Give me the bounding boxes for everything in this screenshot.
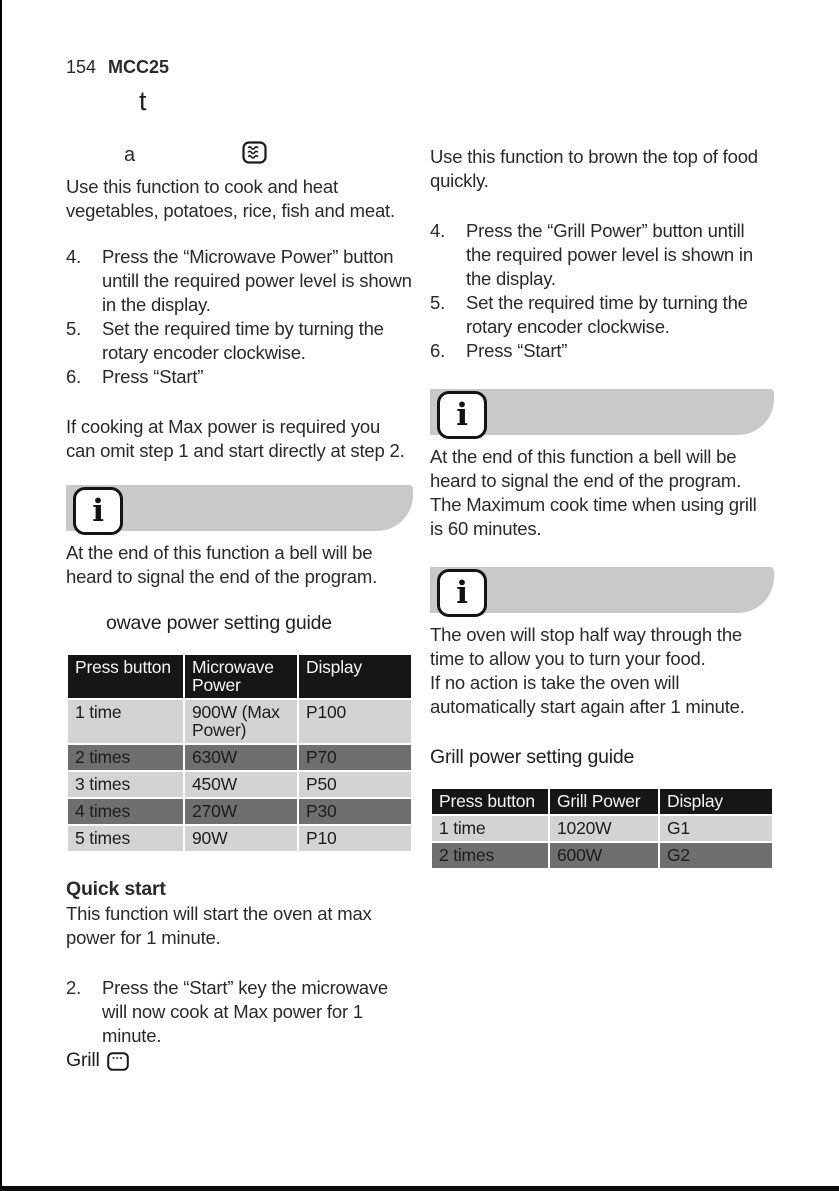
- right-column: [430, 145, 774, 870]
- table-cell: 1020W: [550, 816, 658, 841]
- table-cell: 900W (Max Power): [185, 700, 297, 743]
- table-cell: 1 time: [432, 816, 548, 841]
- table-cell: G1: [660, 816, 772, 841]
- step-text: Press the “Start” key the microwave will now cook at Max power for 1 minute.: [102, 977, 389, 1046]
- list-item: [430, 339, 774, 363]
- table-cell: 4 times: [68, 799, 183, 824]
- info-note-text: [430, 623, 774, 719]
- quick-start-steps: [66, 976, 413, 1048]
- table-cell: 2 times: [68, 745, 183, 770]
- step-number: 4.: [430, 220, 446, 241]
- table-header-cell: Microwave Power: [185, 655, 297, 698]
- model-number: MCC25: [108, 57, 170, 77]
- info-icon-glyph: i: [456, 396, 468, 433]
- table-cell: P30: [299, 799, 411, 824]
- page-number: 154: [66, 57, 97, 77]
- step-text: Press the “Grill Power” button untill the required power level is shown in the display.: [466, 220, 753, 289]
- grill-section-heading: [66, 1048, 413, 1072]
- info-note-bar: [430, 567, 774, 613]
- table-row: [432, 816, 772, 841]
- microwave-section-heading: [66, 143, 413, 167]
- info-icon: [437, 391, 487, 439]
- step-number: 5.: [430, 292, 446, 313]
- table-cell: P100: [299, 700, 411, 743]
- step-text: Press “Start”: [466, 340, 568, 361]
- scan-edge-bottom: [0, 1186, 839, 1191]
- table-cell: 600W: [550, 843, 658, 868]
- info-note-line: The oven will stop half way through the time to allow you to turn your food.: [430, 624, 743, 669]
- step-text: Set the required time by turning the rotary encoder clockwise.: [466, 292, 748, 337]
- heading-fragment-subtitle: a: [124, 144, 135, 166]
- grill-table-title: Grill power setting guide: [430, 746, 635, 768]
- grill-power-table: [430, 787, 774, 870]
- info-note-text: At the end of this function a bell will be heard to signal the end of the program.: [66, 542, 378, 587]
- list-item: [430, 219, 774, 291]
- microwave-intro-text: Use this function to cook and heat vegetables, potatoes, rice, fish and meat.: [66, 176, 395, 221]
- table-cell: 3 times: [68, 772, 183, 797]
- quick-start-title: Quick start: [66, 878, 166, 900]
- table-cell: P10: [299, 826, 411, 851]
- table-cell: 630W: [185, 745, 297, 770]
- microwave-waves-icon: [242, 141, 267, 170]
- table-row: [432, 843, 772, 868]
- grill-element-icon: [107, 1052, 129, 1071]
- left-column: [66, 143, 413, 1072]
- table-header-cell: Display: [299, 655, 411, 698]
- list-item: [430, 291, 774, 339]
- step-text: Press the “Microwave Power” button untill the required power level is shown in the display.: [102, 246, 412, 315]
- table-cell: 2 times: [432, 843, 548, 868]
- table-cell: 90W: [185, 826, 297, 851]
- max-power-note: If cooking at Max power is required you can omit step 1 and start directly at step 2.: [66, 416, 405, 461]
- page-header: [66, 57, 169, 78]
- list-item: [66, 976, 413, 1048]
- table-header-row: [432, 789, 772, 814]
- quick-start-intro: This function will start the oven at max power for 1 minute.: [66, 903, 372, 948]
- step-text: Press “Start”: [102, 366, 204, 387]
- table-header-cell: Press button: [68, 655, 183, 698]
- info-note-line: If no action is take the oven will automatically start again after 1 minute.: [430, 672, 745, 717]
- list-item: [66, 365, 413, 389]
- table-header-cell: Press button: [432, 789, 548, 814]
- microwave-power-table: [66, 653, 413, 853]
- table-row: [68, 700, 411, 743]
- grill-intro-text: Use this function to brown the top of food quickly.: [430, 146, 758, 191]
- step-number: 6.: [430, 340, 446, 361]
- step-number: 2.: [66, 977, 82, 998]
- table-header-row: [68, 655, 411, 698]
- table-row: [68, 772, 411, 797]
- table-cell: 1 time: [68, 700, 183, 743]
- info-note-text: At the end of this function a bell will be heard to signal the end of the program. The Maximum cook time when using grill is 60 minutes.: [430, 446, 757, 539]
- table-header-cell: Display: [660, 789, 772, 814]
- table-cell: 5 times: [68, 826, 183, 851]
- microwave-table-title: owave power setting guide: [106, 612, 332, 634]
- grill-steps-list: [430, 219, 774, 363]
- table-cell: P70: [299, 745, 411, 770]
- table-row: [68, 799, 411, 824]
- table-row: [68, 826, 411, 851]
- table-cell: 270W: [185, 799, 297, 824]
- table-row: [68, 745, 411, 770]
- info-icon-glyph: i: [456, 574, 468, 611]
- table-cell: 450W: [185, 772, 297, 797]
- info-icon: [437, 569, 487, 617]
- info-icon-glyph: i: [92, 492, 104, 529]
- step-text: Set the required time by turning the rotary encoder clockwise.: [102, 318, 384, 363]
- list-item: [66, 245, 413, 317]
- info-icon: [73, 487, 123, 535]
- step-number: 4.: [66, 246, 82, 267]
- table-cell: G2: [660, 843, 772, 868]
- scan-edge-left: [0, 0, 2, 1191]
- grill-label: Grill: [66, 1049, 100, 1071]
- info-note-bar: [430, 389, 774, 435]
- table-cell: P50: [299, 772, 411, 797]
- list-item: [66, 317, 413, 365]
- heading-fragment-title: t: [139, 86, 147, 116]
- info-note-bar: [66, 485, 413, 531]
- table-header-cell: Grill Power: [550, 789, 658, 814]
- microwave-steps-list: [66, 245, 413, 389]
- step-number: 5.: [66, 318, 82, 339]
- step-number: 6.: [66, 366, 82, 387]
